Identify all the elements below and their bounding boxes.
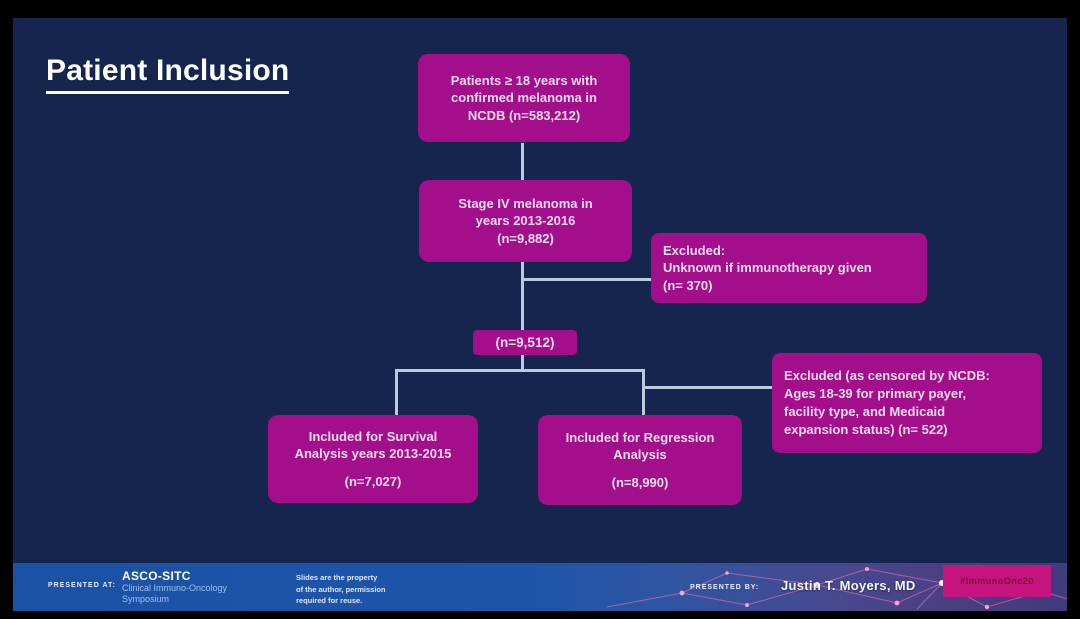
flow-box-line: Excluded: (663, 243, 726, 259)
disclaimer-line: of the author, permission (296, 584, 386, 594)
flow-box-line: (n= 370) (663, 277, 713, 293)
flow-box-line: NCDB (n=583,212) (467, 107, 581, 123)
flow-box-line: Ages 18-39 for primary payer, (784, 385, 967, 401)
flow-box-line: Unknown if immunotherapy given (663, 260, 872, 276)
flow-box-excluded-immunotherapy (651, 233, 927, 303)
org-subtitle-line: Clinical Immuno-Oncology (122, 583, 228, 593)
flow-box-line: expansion status) (n= 522) (784, 422, 948, 438)
slide-background (13, 18, 1067, 611)
flow-box-line: facility type, and Medicaid (784, 404, 946, 419)
presented-by-label: PRESENTED BY: (690, 584, 760, 591)
hashtag-badge (943, 565, 1051, 597)
hashtag-label: #ImmunoOnc20 (960, 576, 1034, 586)
org-name: ASCO-SITC (122, 569, 191, 583)
reuse-disclaimer (296, 572, 386, 607)
org-subtitle (122, 583, 227, 605)
presenter-name: Justin T. Moyers, MD (781, 578, 916, 593)
flow-box-eligible-patients (418, 54, 630, 142)
connector-top-to-stage4 (521, 143, 524, 180)
page-title: Patient Inclusion (46, 54, 289, 94)
flow-box-count: (n=8,990) (611, 475, 669, 491)
flow-box-line: Analysis years 2013-2015 (294, 445, 452, 461)
flow-box-count: (n=7,027) (344, 474, 402, 490)
flow-box-stage4-melanoma (419, 180, 632, 262)
flow-box-line: confirmed melanoma in (451, 90, 597, 106)
flow-box-line: Excluded (as censored by NCDB: (784, 367, 990, 383)
flow-box-line: Analysis (613, 446, 667, 462)
flow-box-line: Included for Regression (565, 429, 715, 445)
flow-box-regression-analysis (538, 415, 742, 505)
flow-box-survival-analysis (268, 415, 478, 503)
flow-box-subtotal (473, 330, 577, 355)
flow-box-line: years 2013-2016 (475, 213, 576, 229)
subtotal-label: (n=9,512) (495, 335, 555, 350)
flow-box-line: Stage IV melanoma in (458, 196, 593, 212)
connector-stage4-to-subtotal (521, 262, 524, 330)
flow-box-excluded-censored (772, 353, 1042, 453)
presented-at-label: PRESENTED AT: (48, 582, 116, 589)
connector-bracket-horizontal (395, 369, 645, 372)
flow-box-line: (n=9,882) (497, 230, 554, 246)
disclaimer-line: Slides are the property (296, 573, 378, 582)
connector-branch-excluded1 (522, 278, 651, 281)
org-subtitle-line: Symposium (122, 593, 170, 604)
disclaimer-line: required for reuse. (296, 596, 363, 606)
footer-bar (13, 563, 1067, 611)
connector-bracket-left-drop (395, 369, 398, 415)
connector-subtotal-to-bracket (521, 355, 524, 370)
flow-box-line: Included for Survival (308, 428, 438, 444)
flow-box-line: Patients ≥ 18 years with (450, 73, 598, 89)
connector-bracket-right-drop (642, 369, 645, 415)
connector-branch-excluded2 (644, 386, 772, 389)
